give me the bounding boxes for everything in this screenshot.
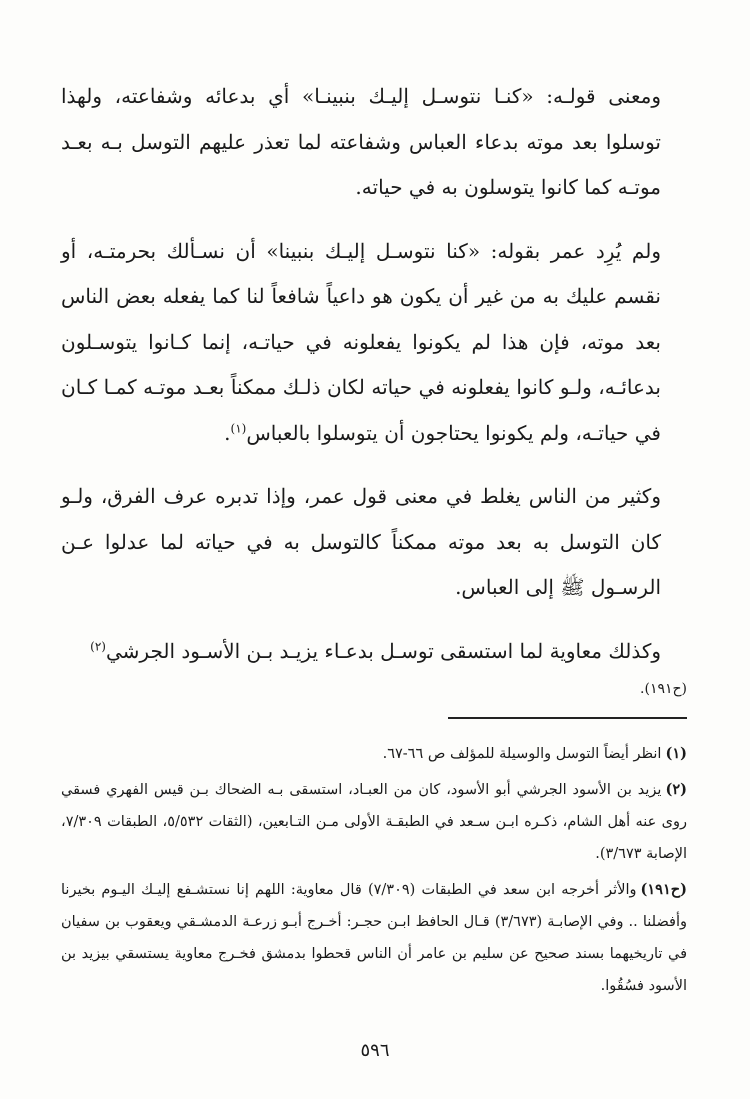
footnote-ref-2[interactable]: (٢) xyxy=(90,638,106,653)
hadith-ref[interactable]: (ح١٩١). xyxy=(640,681,687,697)
footnote-3-text: والأثر أخرجه ابن سعد في الطبقات (٧/٣٠٩) قال معاوية: اللهم إنا نستشـفع إليـك اليـوم بخيرنا وأفضلنا .. وفي الإصابـة (٣/٦٧٣) قـال الحافظ ابـن حجـر: أخـرج أبـو زرعـة الدمشـقي ويعقوب بن سفيان في تاريخيهما بسند صحيح عن سليم بن عامر أن الناس قحطوا بدمشق فخـرج معاوية يستسقي بيزيد بن الأسود فسُقُوا. xyxy=(61,882,687,994)
page-number: ٥٩٦ xyxy=(360,1040,390,1061)
footnotes xyxy=(61,738,687,1006)
main-text xyxy=(61,74,687,704)
paragraph-3-text: وكثير من الناس يغلط في معنى قول عمر، وإذا تدبره عرف الفرق، ولـو كان التوسل به بعد موته ممكناً كالتوسل به في حياته لما عدلوا عـن الرسـول ﷺ إلى العباس. xyxy=(61,484,661,599)
footnote-1 xyxy=(61,738,687,770)
footnote-ref-1[interactable]: (١) xyxy=(230,420,247,435)
paragraph-1 xyxy=(61,74,687,211)
paragraph-2-text: ولم يُرِد عمر بقوله: «كنا نتوسـل إليـك بنبينا» أن نسـألك بحرمتـه، أو نقسم عليك به من غير أن يكون هو داعياً شافعاً لنا كما يفعله بعض الناس بعد موته، فإن هذا لم يكونوا يفعلونه في حياتـه، إنما كـانوا يتوسـلون بدعائـه، ولـو كانوا يفعلونه في حياته لكان ذلـك ممكناً بعـد موتـه كمـا كـان في حياتـه، ولم يكونوا يحتاجون أن يتوسلوا بالعباس xyxy=(61,238,661,445)
footnote-divider xyxy=(448,717,687,719)
paragraph-4-text: وكذلك معاوية لما استسقى توسـل بدعـاء يزيـد بـن الأسـود الجرشي xyxy=(105,638,661,663)
footnote-1-text: انظر أيضاً التوسل والوسيلة للمؤلف ص ٦٦-٦٧. xyxy=(382,746,662,762)
footnote-2-mark: (٢) xyxy=(665,781,687,798)
footnote-2 xyxy=(61,774,687,870)
paragraph-3 xyxy=(61,474,687,611)
footnote-2-text: يزيد بن الأسود الجرشي أبو الأسود، كان من العبـاد، استسقى بـه الضحاك بـن قيس الفهري فسقي روى عنه أهل الشام، ذكـره ابـن سـعد في الطبقـة الأولى مـن التـابعين، (الثقات ٥/٥٣٢، الطبقات ٧/٣٠٩، الإصابة ٣/٦٧٣). xyxy=(61,782,687,862)
paragraph-1-text: ومعنى قولـه: «كنـا نتوسـل إليـك بنبينـا» أي بدعائه وشفاعته، ولهذا توسلوا بعد موته بدعاء العباس وشفاعته لما تعذر عليهم التوسل بـه بعـد موتـه كما كانوا يتوسلون به في حياته. xyxy=(61,84,661,199)
paragraph-2 xyxy=(61,229,687,457)
hadith-ref-line xyxy=(61,674,687,704)
paragraph-4 xyxy=(61,629,687,675)
footnote-3-mark: (ح١٩١) xyxy=(640,881,687,898)
paragraph-2-tail: . xyxy=(224,420,231,445)
footnote-1-mark: (١) xyxy=(665,745,687,762)
footnote-3 xyxy=(61,874,687,1002)
